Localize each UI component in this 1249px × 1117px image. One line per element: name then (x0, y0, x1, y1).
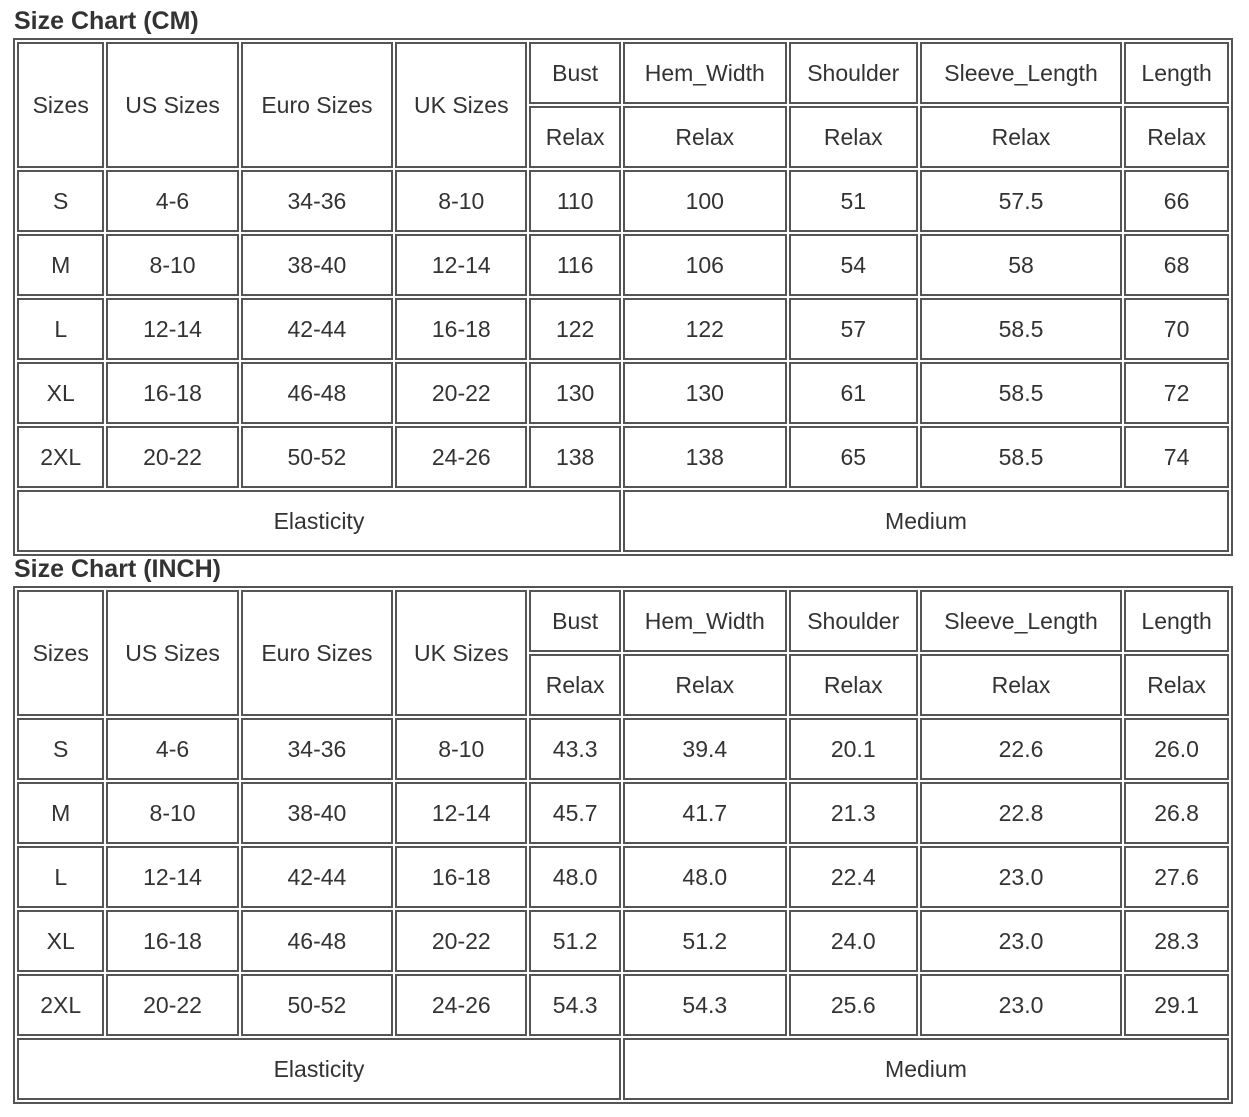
table-cell: 122 (529, 298, 621, 360)
cm-row-2xl (17, 426, 1229, 488)
table-cell: 23.0 (920, 974, 1122, 1036)
cm-row-l (17, 298, 1229, 360)
table-cell: 54 (789, 234, 918, 296)
inch-row-s (17, 718, 1229, 780)
table-cell: 20-22 (106, 974, 238, 1036)
table-cell: 20-22 (395, 362, 527, 424)
cm-row-xl (17, 362, 1229, 424)
table-cell: 138 (623, 426, 787, 488)
table-cell: 23.0 (920, 846, 1122, 908)
inch-header-sleeve-length: Sleeve_Length (920, 590, 1122, 652)
table-cell: 58.5 (920, 298, 1122, 360)
cm-fit-cell: Relax (1124, 106, 1229, 168)
table-cell: 16-18 (106, 910, 238, 972)
inch-row-2xl (17, 974, 1229, 1036)
cm-header-bust: Bust (529, 42, 621, 104)
cm-footer-row (17, 490, 1229, 552)
inch-row-xl (17, 910, 1229, 972)
table-cell: S (17, 718, 104, 780)
inch-fit-cell: Relax (1124, 654, 1229, 716)
table-cell: 54.3 (529, 974, 621, 1036)
cm-chart-title: Size Chart (CM) (14, 7, 199, 35)
cm-row-m (17, 234, 1229, 296)
table-cell: 16-18 (395, 846, 527, 908)
table-cell: 8-10 (395, 170, 527, 232)
table-cell: 22.6 (920, 718, 1122, 780)
table-cell: 57.5 (920, 170, 1122, 232)
table-cell: 26.0 (1124, 718, 1229, 780)
table-cell: 66 (1124, 170, 1229, 232)
table-cell: 28.3 (1124, 910, 1229, 972)
inch-size-table (13, 586, 1233, 1104)
table-cell: 22.4 (789, 846, 918, 908)
inch-fit-cell: Relax (920, 654, 1122, 716)
table-cell: 70 (1124, 298, 1229, 360)
table-cell: 61 (789, 362, 918, 424)
inch-header-us-sizes: US Sizes (106, 590, 238, 716)
inch-row-l (17, 846, 1229, 908)
inch-header-hem-width: Hem_Width (623, 590, 787, 652)
table-cell: 68 (1124, 234, 1229, 296)
table-cell: M (17, 234, 104, 296)
cm-header-uk-sizes: UK Sizes (395, 42, 527, 168)
table-cell: 48.0 (529, 846, 621, 908)
inch-elasticity-label: Elasticity (17, 1038, 621, 1100)
table-cell: 29.1 (1124, 974, 1229, 1036)
table-cell: 45.7 (529, 782, 621, 844)
cm-header-hem-width: Hem_Width (623, 42, 787, 104)
table-cell: 34-36 (241, 170, 394, 232)
table-cell: 12-14 (395, 782, 527, 844)
table-cell: 12-14 (106, 298, 238, 360)
cm-header-us-sizes: US Sizes (106, 42, 238, 168)
table-cell: 46-48 (241, 362, 394, 424)
table-cell: 51.2 (529, 910, 621, 972)
table-cell: 74 (1124, 426, 1229, 488)
table-cell: 38-40 (241, 782, 394, 844)
table-cell: 8-10 (395, 718, 527, 780)
table-cell: 2XL (17, 974, 104, 1036)
cm-elasticity-label: Elasticity (17, 490, 621, 552)
table-cell: 122 (623, 298, 787, 360)
table-cell: 65 (789, 426, 918, 488)
table-cell: 24-26 (395, 974, 527, 1036)
table-cell: M (17, 782, 104, 844)
table-cell: 39.4 (623, 718, 787, 780)
cm-header-row (17, 42, 1229, 104)
table-cell: 26.8 (1124, 782, 1229, 844)
table-cell: 16-18 (395, 298, 527, 360)
table-cell: 50-52 (241, 426, 394, 488)
table-cell: 16-18 (106, 362, 238, 424)
table-cell: L (17, 846, 104, 908)
table-cell: 34-36 (241, 718, 394, 780)
table-cell: 38-40 (241, 234, 394, 296)
cm-fit-cell: Relax (623, 106, 787, 168)
inch-fit-cell: Relax (529, 654, 621, 716)
cm-fit-cell: Relax (789, 106, 918, 168)
inch-footer-row (17, 1038, 1229, 1100)
table-cell: 51.2 (623, 910, 787, 972)
table-cell: 8-10 (106, 234, 238, 296)
cm-size-table (13, 38, 1233, 556)
table-cell: 130 (529, 362, 621, 424)
cm-fit-cell: Relax (529, 106, 621, 168)
table-cell: 8-10 (106, 782, 238, 844)
table-cell: S (17, 170, 104, 232)
table-cell: 4-6 (106, 718, 238, 780)
table-cell: 72 (1124, 362, 1229, 424)
inch-chart-title: Size Chart (INCH) (14, 555, 221, 583)
table-cell: 130 (623, 362, 787, 424)
cm-header-euro-sizes: Euro Sizes (241, 42, 394, 168)
table-cell: 110 (529, 170, 621, 232)
table-cell: 138 (529, 426, 621, 488)
table-cell: 42-44 (241, 846, 394, 908)
table-cell: 58.5 (920, 426, 1122, 488)
inch-header-row (17, 590, 1229, 652)
cm-header-length: Length (1124, 42, 1229, 104)
inch-header-euro-sizes: Euro Sizes (241, 590, 394, 716)
inch-fit-cell: Relax (789, 654, 918, 716)
table-cell: XL (17, 362, 104, 424)
table-cell: L (17, 298, 104, 360)
inch-fit-cell: Relax (623, 654, 787, 716)
inch-header-sizes: Sizes (17, 590, 104, 716)
table-cell: 4-6 (106, 170, 238, 232)
table-cell: 23.0 (920, 910, 1122, 972)
table-cell: 54.3 (623, 974, 787, 1036)
table-cell: 20-22 (106, 426, 238, 488)
table-cell: 12-14 (395, 234, 527, 296)
table-cell: 41.7 (623, 782, 787, 844)
table-cell: 20.1 (789, 718, 918, 780)
inch-row-m (17, 782, 1229, 844)
table-cell: XL (17, 910, 104, 972)
table-cell: 50-52 (241, 974, 394, 1036)
table-cell: 100 (623, 170, 787, 232)
cm-fit-cell: Relax (920, 106, 1122, 168)
table-cell: 22.8 (920, 782, 1122, 844)
cm-elasticity-value: Medium (623, 490, 1229, 552)
table-cell: 58 (920, 234, 1122, 296)
cm-header-sleeve-length: Sleeve_Length (920, 42, 1122, 104)
table-cell: 116 (529, 234, 621, 296)
table-cell: 43.3 (529, 718, 621, 780)
inch-header-length: Length (1124, 590, 1229, 652)
cm-header-sizes: Sizes (17, 42, 104, 168)
inch-header-shoulder: Shoulder (789, 590, 918, 652)
table-cell: 48.0 (623, 846, 787, 908)
table-cell: 24-26 (395, 426, 527, 488)
table-cell: 27.6 (1124, 846, 1229, 908)
table-cell: 58.5 (920, 362, 1122, 424)
table-cell: 20-22 (395, 910, 527, 972)
table-cell: 46-48 (241, 910, 394, 972)
table-cell: 21.3 (789, 782, 918, 844)
inch-header-bust: Bust (529, 590, 621, 652)
table-cell: 12-14 (106, 846, 238, 908)
cm-row-s (17, 170, 1229, 232)
table-cell: 42-44 (241, 298, 394, 360)
inch-elasticity-value: Medium (623, 1038, 1229, 1100)
table-cell: 25.6 (789, 974, 918, 1036)
table-cell: 24.0 (789, 910, 918, 972)
table-cell: 2XL (17, 426, 104, 488)
inch-header-uk-sizes: UK Sizes (395, 590, 527, 716)
table-cell: 57 (789, 298, 918, 360)
cm-header-shoulder: Shoulder (789, 42, 918, 104)
table-cell: 51 (789, 170, 918, 232)
table-cell: 106 (623, 234, 787, 296)
